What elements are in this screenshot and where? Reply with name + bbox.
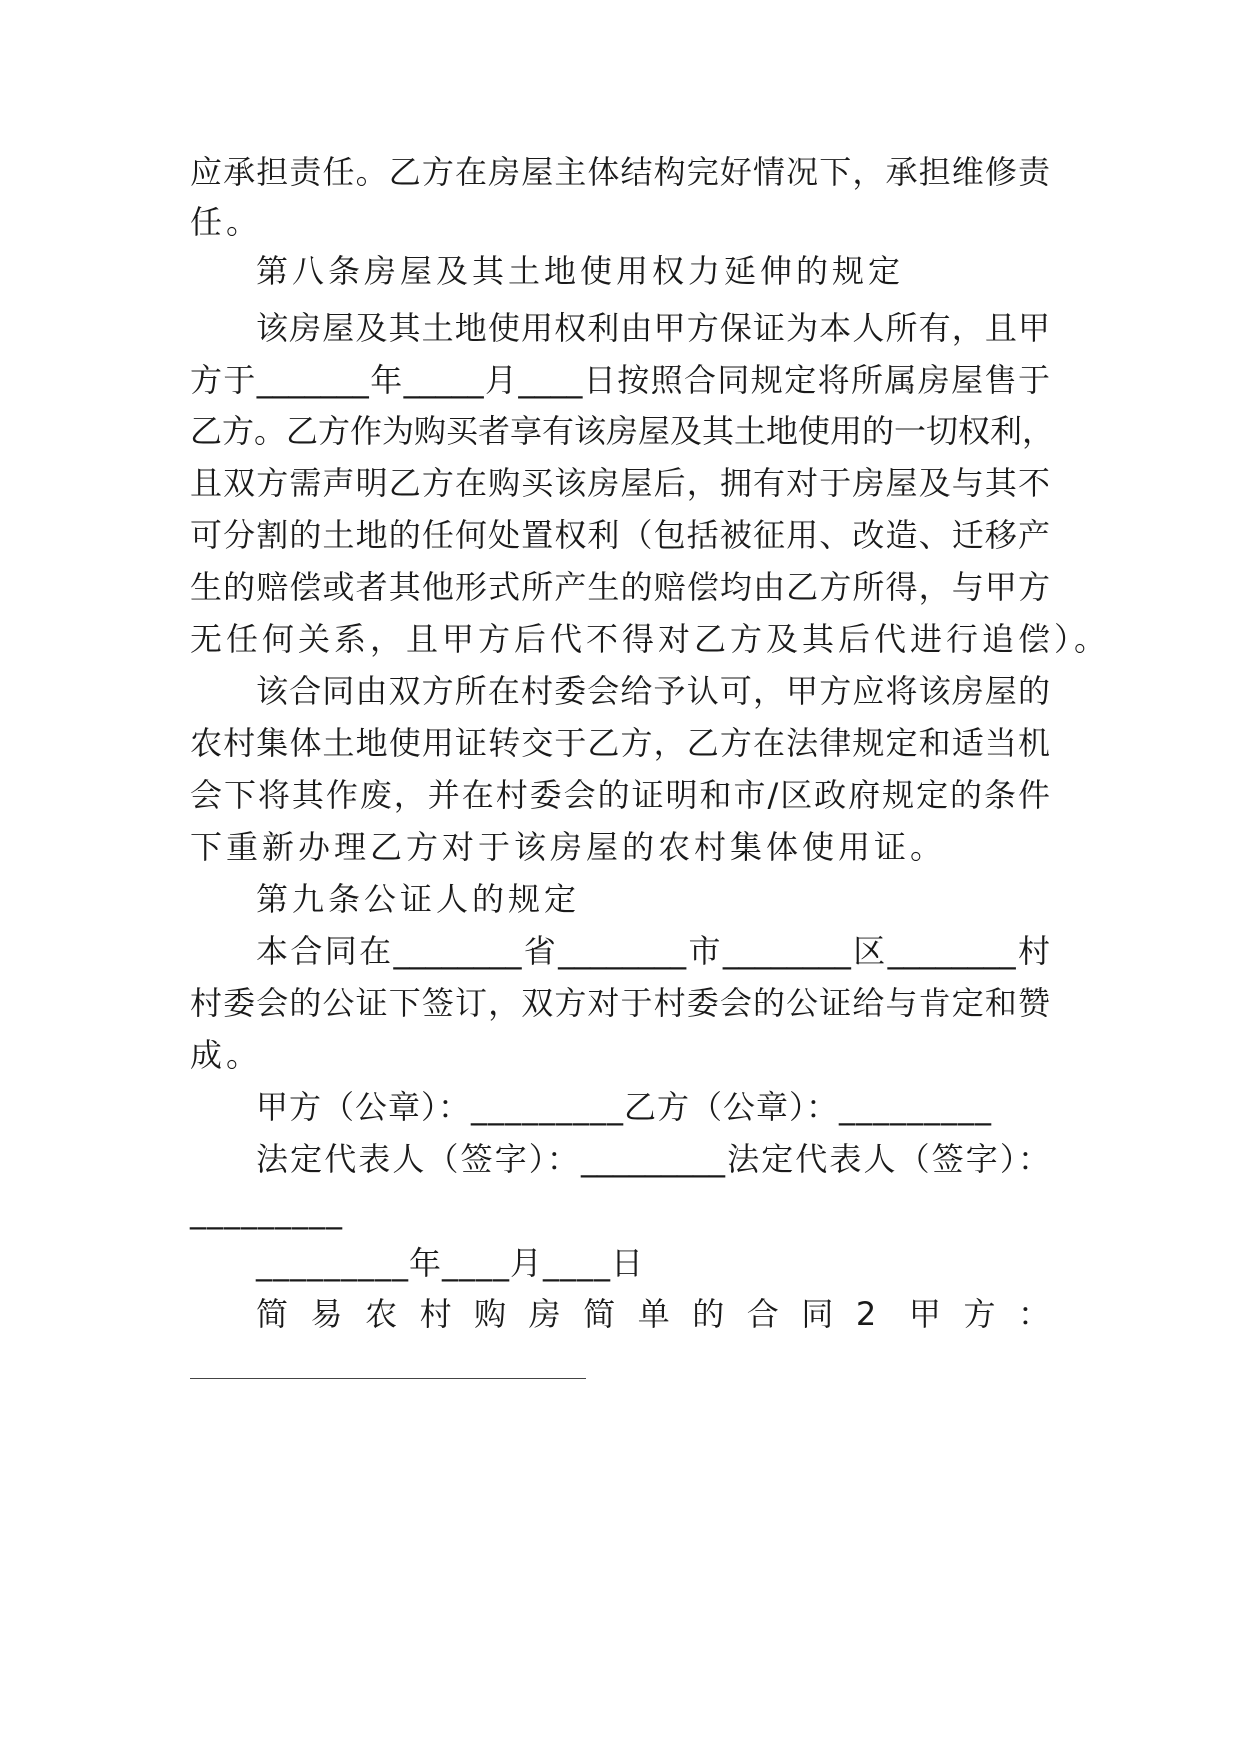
contract-title-line: 简易农村购房简单的合同2 甲方： <box>256 1295 1050 1333</box>
text-line: 可分割的土地的任何处置权利（包括被征用、改造、迁移产 <box>190 516 1050 554</box>
text-line: 应承担责任。乙方在房屋主体结构完好情况下，承担维修责 <box>190 153 1050 191</box>
date-line: _________年____月____日 <box>256 1244 645 1282</box>
text-line: 本合同在________省________市________区________村 <box>256 932 1050 970</box>
text-line: 任。 <box>190 203 263 241</box>
text-line: 且双方需声明乙方在购买该房屋后，拥有对于房屋及与其不 <box>190 464 1050 502</box>
text-line: 下重新办理乙方对于该房屋的农村集体使用证。 <box>190 828 947 866</box>
text-line: 会下将其作废，并在村委会的证明和市/区政府规定的条件 <box>190 776 1050 814</box>
signature-line: 甲方（公章）：_________乙方（公章）：_________ <box>256 1088 993 1126</box>
text-line: 农村集体土地使用证转交于乙方，乙方在法律规定和适当机 <box>190 724 1050 762</box>
text-line: 无任何关系，且甲方后代不得对乙方及其后代进行追偿）。 <box>190 620 1111 658</box>
section-heading: 第九条公证人的规定 <box>256 880 581 918</box>
text-line: 该房屋及其土地使用权利由甲方保证为本人所有，且甲 <box>256 309 1050 347</box>
text-line: 成。 <box>190 1036 263 1074</box>
text-line: 乙方。乙方作为购买者享有该房屋及其土地使用的一切权利， <box>190 412 1055 450</box>
text-line: 生的赔偿或者其他形式所产生的赔偿均由乙方所得，与甲方 <box>190 568 1050 606</box>
signature-line: 法定代表人（签字）：_________法定代表人（签字）： <box>256 1140 1050 1178</box>
text-line: 方于_______年_____月____日按照合同规定将所属房屋售于 <box>190 361 1050 399</box>
section-heading: 第八条房屋及其土地使用权力延伸的规定 <box>256 252 905 290</box>
signature-blank: _________ <box>190 1192 343 1230</box>
text-line: 村委会的公证下签订，双方对于村委会的公证给与肯定和赞 <box>190 984 1050 1022</box>
underline-blank <box>190 1378 586 1379</box>
text-line: 该合同由双方所在村委会给予认可，甲方应将该房屋的 <box>256 672 1050 710</box>
